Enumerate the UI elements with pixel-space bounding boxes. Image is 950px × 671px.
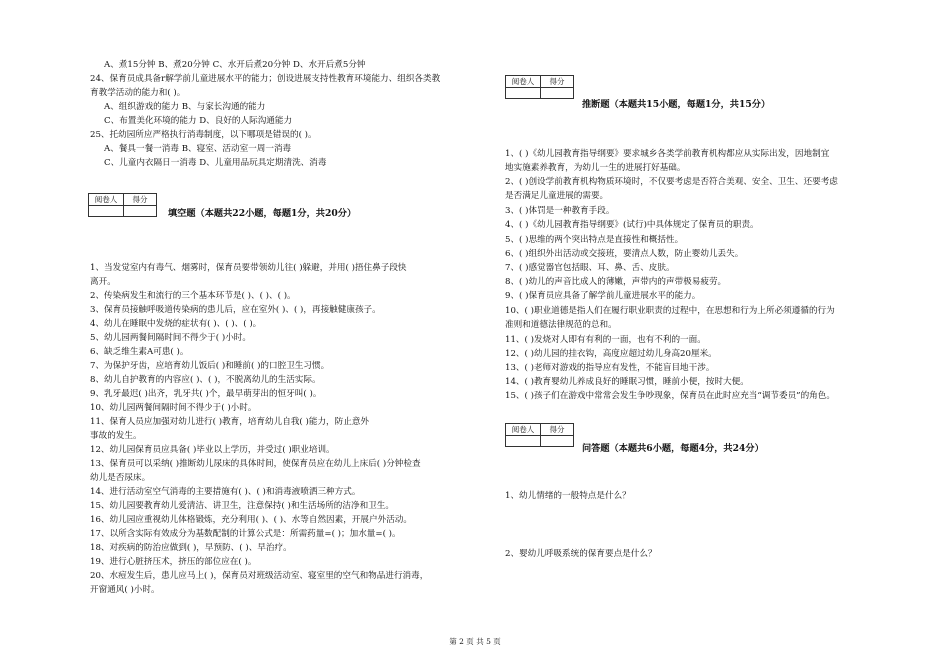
score-box-qa: [505, 423, 574, 447]
fill-line: 2、传染病发生和流行的三个基本环节是( )、( )、( )。: [90, 291, 296, 301]
q24-options-ab: A、组织游戏的能力 B、与家长沟通的能力: [104, 102, 266, 112]
fill-line: 15、幼儿园要教育幼儿爱清洁、讲卫生，注意保持( )和生活场所的洁净和卫生。: [90, 501, 394, 511]
reviewer-label: 阅卷人: [89, 194, 124, 206]
judge-line: 地实施素养教育，为幼儿一生的进展打好基础。: [505, 163, 686, 173]
fill-line: 17、以所含实际有效成分为基数配制的计算公式是：所需药量=( )；加水量=( )。: [90, 529, 401, 539]
q25-options-ab: A、餐具一餐一消毒 B、寝室、活动室一周一消毒: [104, 144, 292, 154]
fill-line: 离开。: [90, 277, 116, 287]
reviewer-label: 阅卷人: [506, 424, 541, 436]
q23-options: A、煮15分钟 B、煮20分钟 C、水开后煮20分钟 D、水开后煮5分钟: [104, 60, 366, 70]
fill-line: 18、对疾病的防治应做到( )，早预防、( )、早治疗。: [90, 543, 292, 553]
judge-line: 14、( )教育婴幼儿养成良好的睡眠习惯，睡前小便，按时大便。: [505, 377, 749, 387]
fill-line: 5、幼儿园两餐间隔时间不得少于( )小时。: [90, 333, 251, 343]
fill-line: 14、进行活动室空气消毒的主要措施有( )、( )和消毒液喷洒三种方式。: [90, 487, 361, 497]
fill-line: 13、保育员可以采纳( )推断幼儿尿床的具体时间，使保育员应在幼儿上床后( )分钟检查: [90, 459, 421, 469]
fill-line: 6、缺乏维生素A可患( )。: [90, 347, 189, 357]
page-footer: 第 2 页 共 5 页: [449, 637, 501, 646]
qa-line: 2、婴幼儿呼吸系统的保育要点是什么？: [505, 549, 657, 559]
reviewer-cell: [89, 206, 124, 217]
score-cell: [541, 88, 574, 99]
q24-text-cont: 育教学活动的能力和( )。: [90, 88, 186, 98]
judge-line: 15、( )孩子们在游戏中常常会发生争吵现象，保育员在此时应充当“调节委员”的角色。: [505, 391, 835, 401]
fill-line: 幼儿是否尿床。: [90, 473, 151, 483]
score-cell: [124, 206, 157, 217]
score-label: 得分: [124, 194, 157, 206]
fill-line: 19、进行心脏挤压术，挤压的部位应在( )。: [90, 557, 257, 567]
fill-section-title: 填空题（本题共22小题，每题1分，共20分）: [168, 208, 357, 219]
score-label: 得分: [541, 424, 574, 436]
q25-text: 25、托幼园所应严格执行消毒制度，以下哪项是错误的( )。: [90, 130, 317, 140]
fill-line: 7、为保护牙齿，应培育幼儿饭后( )和睡前( )的口腔卫生习惯。: [90, 361, 330, 371]
judge-line: 12、( )幼儿园的挂衣钩，高度应超过幼儿身高20厘米。: [505, 349, 717, 359]
fill-line: 20、水痘发生后，患儿应马上( )，保育员对班级活动室、寝室里的空气和物品进行消毒，: [90, 571, 429, 581]
score-label: 得分: [541, 76, 574, 88]
fill-line: 10、幼儿园两餐间隔时间不得少于( )小时。: [90, 403, 257, 413]
qa-line: 1、幼儿情绪的一般特点是什么？: [505, 491, 631, 501]
fill-line: 开窗通风( )小时。: [90, 585, 160, 595]
judge-line: 4、( )《幼儿园教育指导纲要》(试行)中具体规定了保育员的职责。: [505, 220, 759, 230]
judge-line: 6、( )组织外出活动或交接班，要清点人数，防止婴幼儿丢失。: [505, 249, 744, 259]
judge-line: 8、( )幼儿的声音比成人的薄嫩，声带内的声带极易疲劳。: [505, 277, 727, 287]
judge-line: 5、( )思维的两个突出特点是直接性和概括性。: [505, 235, 684, 245]
judge-section-title: 推断题（本题共15小题，每题1分，共15分）: [582, 99, 771, 110]
reviewer-label: 阅卷人: [506, 76, 541, 88]
fill-line: 9、乳牙最迟( )出齐，乳牙共( )个，最早萌芽出的恒牙叫( )。: [90, 389, 322, 399]
judge-line: 10、( )职业道德是指人们在履行职业职责的过程中，在思想和行为上所必须遵循的行为: [505, 306, 835, 316]
q24-options-cd: C、布置美化环境的能力 D、良好的人际沟通能力: [104, 116, 293, 126]
judge-line: 1、( )《幼儿园教育指导纲要》要求城乡各类学前教育机构都应从实际出发，因地制宜: [505, 149, 830, 159]
judge-line: 准则和道德法律规范的总和。: [505, 320, 617, 330]
fill-line: 1、当发觉室内有毒气、烟雾时，保育员要带领幼儿往( )躲避，并用( )捂住鼻子段快: [90, 263, 407, 273]
judge-line: 3、( )体罚是一种教育手段。: [505, 206, 615, 216]
fill-line: 3、保育员接触呼吸道传染病的患儿后，应在室外( )、( )，再接触健康孩子。: [90, 305, 381, 315]
score-box-fill: [88, 193, 157, 217]
fill-line: 8、幼儿自护教育的内容应( )、( )，不脱离幼儿的生活实际。: [90, 375, 321, 385]
fill-line: 事故的发生。: [90, 431, 142, 441]
fill-line: 12、幼儿园保育员应具备( )毕业以上学历，并受过( )职业培训。: [90, 445, 335, 455]
reviewer-cell: [506, 436, 541, 447]
fill-line: 4、幼儿在睡眠中发烧的症状有( )、( )、( )。: [90, 319, 262, 329]
judge-line: 13、( )老师对游戏的指导应有发性，不能盲目地干涉。: [505, 363, 715, 373]
judge-line: 11、( )发烧对人即有有利的一面，也有不利的一面。: [505, 335, 706, 345]
judge-line: 2、( )创设学前教育机构物质环境时，不仅要考虑是否符合美观、安全、卫生、还要考虑: [505, 177, 838, 187]
judge-line: 7、( )感觉器官包括眼、耳、鼻、舌、皮肤。: [505, 263, 675, 273]
score-box-judge: [505, 75, 574, 99]
qa-section-title: 问答题（本题共6小题，每题4分，共24分）: [582, 443, 764, 454]
q25-options-cd: C、儿童内衣隔日一消毒 D、儿童用品玩具定期清洗、消毒: [104, 158, 327, 168]
fill-line: 11、保育人员应加强对幼儿进行( )教育，培育幼儿自我( )能力，防止意外: [90, 417, 370, 427]
score-cell: [541, 436, 574, 447]
fill-line: 16、幼儿园应重视幼儿体格锻炼，充分利用( )、( )、水等自然因素，开展户外活动。: [90, 515, 412, 525]
judge-line: 是否满足儿童进展的需要。: [505, 191, 609, 201]
q24-text: 24、保育员成具备r解学前儿童进展水平的能力；创设进展支持性教育环境能力、组织各类教: [90, 74, 441, 84]
reviewer-cell: [506, 88, 541, 99]
judge-line: 9、( )保育员应具备了解学前儿童进展水平的能力。: [505, 291, 701, 301]
